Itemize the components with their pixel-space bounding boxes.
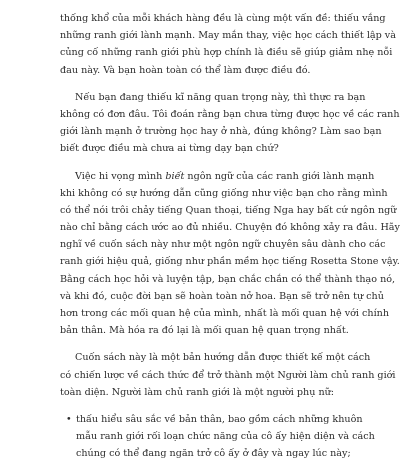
text-line: khi không có sự hướng dẫn cũng giống như việc bạn cho rằng mình	[60, 187, 388, 199]
text-line: chúng có thể đang ngăn trở cô ấy ở đây và ngay lúc này;	[76, 448, 351, 460]
emphasized-word: biết	[165, 170, 185, 182]
text-line: Nếu bạn đang thiếu kĩ năng quan trọng này, thì thực ra bạn	[75, 91, 366, 103]
text-line: có thể nói trôi chảy tiếng Quan thoại, tiếng Nga hay bất cứ ngôn ngữ	[60, 204, 397, 216]
text-line: có chiến lược về cách thức để trở thành một Người làm chủ ranh giới	[60, 369, 396, 381]
text-line: Cuốn sách này là một bản hướng dẫn được thiết kế một cách	[75, 352, 371, 364]
bullet-icon: •	[66, 413, 72, 425]
text-run: Việc hi vọng mình	[75, 170, 166, 182]
text-line: củng cố những ranh giới phù hợp chính là điều sẽ giúp giảm nhẹ nỗi	[60, 47, 393, 59]
text-line: toàn diện. Người làm chủ ranh giới là một người phụ nữ:	[60, 386, 335, 398]
text-run: thấu hiểu sâu sắc về bản thân, bao gồm cách những khuôn	[76, 413, 363, 425]
bullet-item	[60, 411, 363, 428]
text-line-emphasis	[60, 168, 375, 185]
text-line: nghĩ về cuốn sách này như một ngôn ngữ chuyên sâu dành cho các	[60, 239, 386, 251]
body-text	[60, 0, 400, 463]
paragraph-4	[60, 349, 396, 401]
text-line: thống khổ của mỗi khách hàng đều là cùng một vấn đề: thiếu vắng	[60, 13, 386, 24]
text-line: không có đơn đâu. Tôi đoán rằng bạn chưa từng được học về các ranh	[60, 108, 400, 120]
text-line: Bằng cách học hỏi và luyện tập, bạn chắc chắn có thể thành thạo nó,	[60, 273, 396, 285]
paragraph-2	[60, 89, 400, 158]
text-line: nào chỉ bằng cách ước ao đủ nhiều. Chuyện đó không xảy ra đâu. Hãy	[60, 222, 400, 234]
text-line: ranh giới hiệu quả, giống như phần mềm học tiếng Rosetta Stone vậy.	[60, 256, 400, 268]
paragraph-3	[60, 168, 400, 340]
text-line: biết được điều mà chưa ai từng dạy bạn chứ?	[60, 143, 279, 155]
text-line: mẫu ranh giới rối loạn chức năng của cô ấy hiện diện và cách	[76, 431, 375, 443]
text-line: và khi đó, cuộc đời bạn sẽ hoàn toàn nở hoa. Bạn sẽ trở nên tự chủ	[60, 290, 384, 302]
text-line: hơn trong các mối quan hệ của mình, nhất là mối quan hệ với chính	[60, 308, 390, 319]
text-line: bản thân. Mà hóa ra đó lại là mối quan hệ quan trọng nhất.	[60, 325, 349, 337]
text-line: đau này. Và bạn hoàn toàn có thể làm được điều đó.	[60, 64, 311, 76]
text-line: giới lành mạnh ở trường học hay ở nhà, đúng không? Làm sao bạn	[60, 126, 382, 138]
bullet-list	[60, 411, 375, 463]
paragraph-1	[60, 10, 396, 79]
text-line: những ranh giới lành mạnh. May mắn thay, việc học cách thiết lập và	[60, 30, 396, 42]
text-run: ngôn ngữ của các ranh giới lành mạnh	[184, 170, 375, 182]
